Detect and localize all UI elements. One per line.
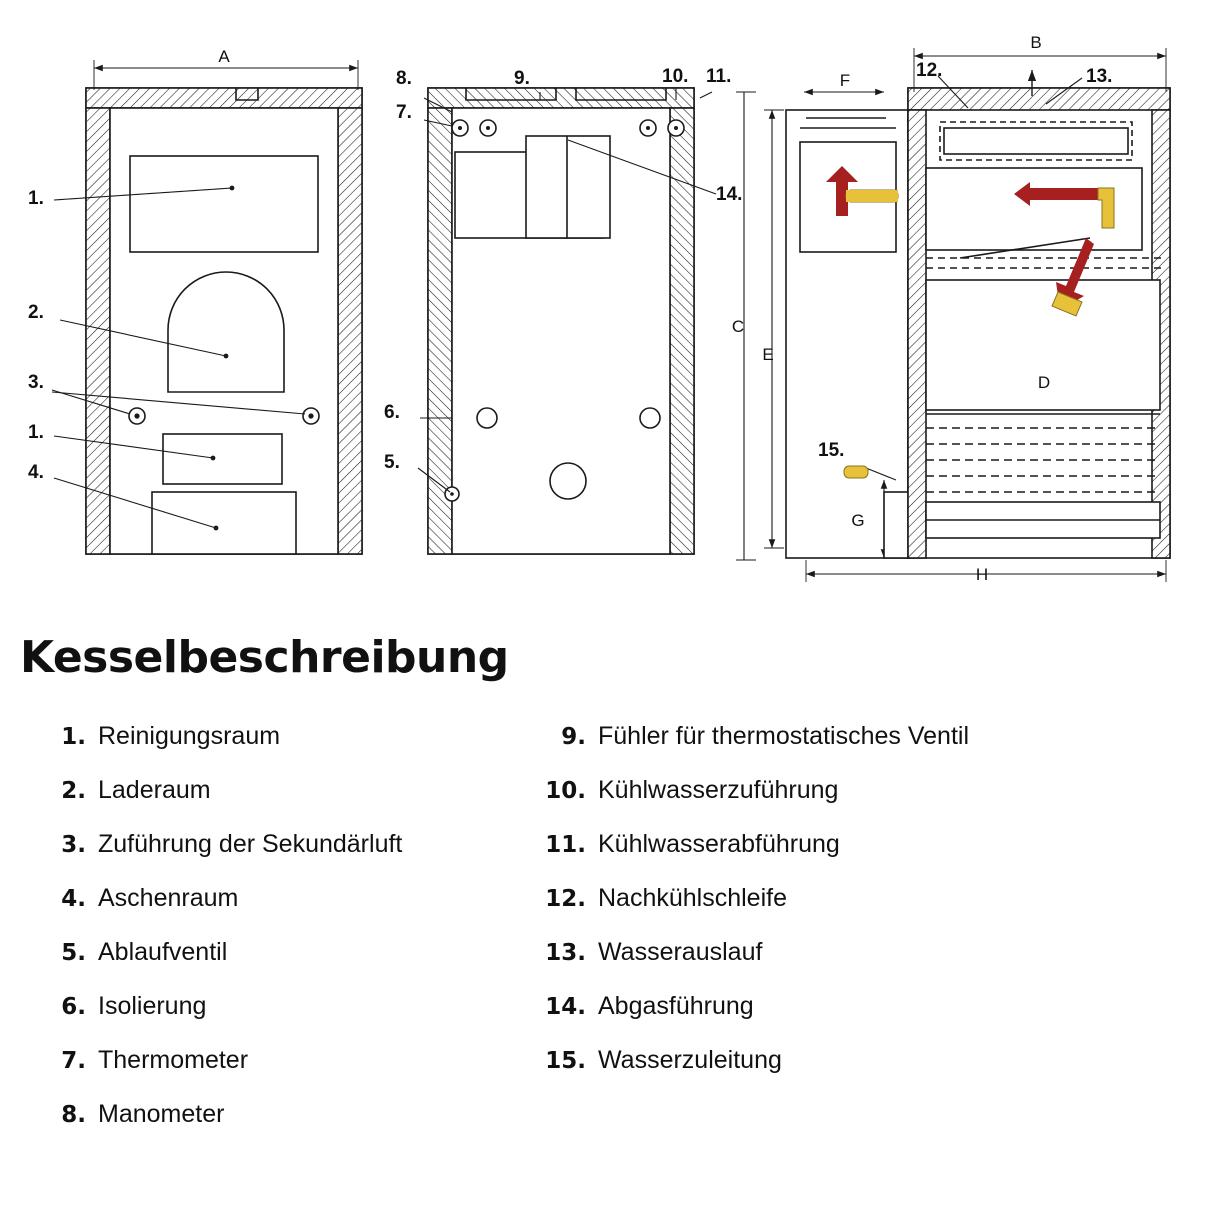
legend-item-13 [520,938,1210,992]
legend-item-2 [20,776,540,830]
callout-side-7: 7. [396,102,412,123]
legend-item-label: Thermometer [98,1046,249,1074]
legend-item-7 [20,1046,540,1100]
dimension-letter-H: H [975,565,989,584]
callout-side-10: 10. [662,66,689,87]
legend-item-label: Wasserauslauf [598,938,763,966]
legend-item-label: Abgasführung [598,992,754,1020]
callout-side-6: 6. [384,402,400,423]
legend-item-label: Ablaufventil [98,938,228,966]
callout-front-1b: 1. [28,422,44,443]
callout-side-11: 11. [706,66,732,87]
callout-side-5: 5. [384,452,400,473]
legend-item-11 [520,830,1210,884]
legend-item-label: Reinigungsraum [98,722,281,750]
legend-item-number: 8. [61,1102,86,1128]
legend-item-number: 13. [545,940,586,966]
legend-item-12 [520,884,1210,938]
legend-item-5 [20,938,540,992]
legend-item-number: 6. [61,994,86,1020]
callout-section-15: 15. [818,440,845,461]
legend-item-6 [20,992,540,1046]
legend-item-number: 12. [545,886,586,912]
callout-front-4: 4. [28,462,44,483]
legend-item-number: 14. [545,994,586,1020]
dimension-letter-G: G [851,511,865,530]
legend-item-number: 15. [545,1048,586,1074]
callout-section-12: 12. [916,60,943,81]
callout-front-3: 3. [28,372,44,393]
legend-title: Kesselbeschreibung [20,632,509,683]
legend-item-number: 2. [61,778,86,804]
legend-item-label: Isolierung [98,992,207,1020]
callout-side-14: 14. [716,184,743,205]
dimension-letter-F: F [839,71,851,90]
legend-item-number: 3. [61,832,86,858]
legend-section [0,610,1214,1214]
legend-column-right [520,722,1210,1100]
dimension-letter-D: D [1037,373,1051,392]
legend-item-label: Zuführung der Sekundärluft [98,830,403,858]
legend-item-number: 11. [545,832,586,858]
callout-side-8: 8. [396,68,412,89]
legend-item-4 [20,884,540,938]
legend-item-label: Laderaum [98,776,211,804]
view-side [418,88,716,554]
legend-item-number: 1. [61,724,86,750]
callout-section-13: 13. [1086,66,1113,87]
legend-item-10 [520,776,1210,830]
legend-item-number: 9. [561,724,586,750]
legend-item-label: Manometer [98,1100,225,1128]
legend-item-3 [20,830,540,884]
legend-item-number: 5. [61,940,86,966]
dimension-letter-E: E [762,345,774,364]
legend-item-label: Nachkühlschleife [598,884,787,912]
callout-front-2: 2. [28,302,44,323]
legend-item-label: Fühler für thermostatisches Ventil [598,722,969,750]
dimension-letter-A: A [218,47,230,66]
legend-item-label: Kühlwasserabführung [598,830,840,858]
legend-item-number: 7. [61,1048,86,1074]
legend-item-1 [20,722,540,776]
dimension-letter-C: C [731,317,745,336]
dimension-letter-B: B [1030,33,1042,52]
view-section [736,48,1170,582]
legend-item-number: 4. [61,886,86,912]
water-inlet-marker-15 [844,466,868,478]
legend-item-label: Aschenraum [98,884,239,912]
legend-item-8 [20,1100,540,1154]
callout-front-1a: 1. [28,188,44,209]
legend-item-9 [520,722,1210,776]
legend-item-label: Wasserzuleitung [598,1046,782,1074]
legend-column-left [20,722,540,1154]
view-front [52,60,362,554]
legend-item-number: 10. [545,778,586,804]
callout-side-9: 9. [514,68,530,89]
legend-item-15 [520,1046,1210,1100]
legend-item-14 [520,992,1210,1046]
legend-item-label: Kühlwasserzuführung [598,776,839,804]
